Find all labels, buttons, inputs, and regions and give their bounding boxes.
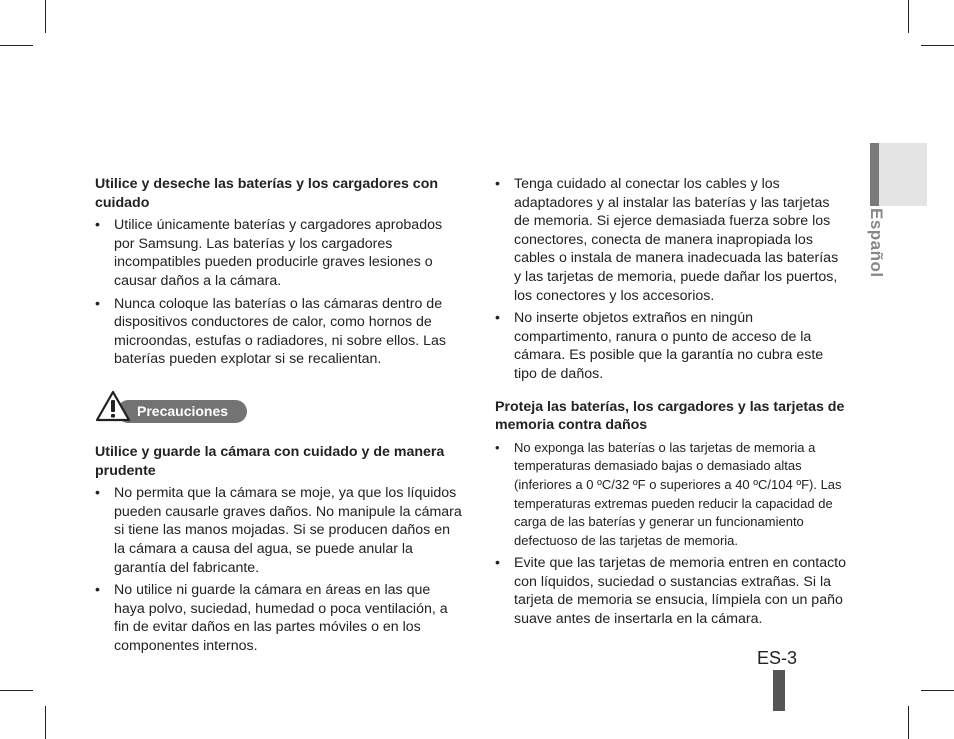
list-item: • Nunca coloque las baterías o las cámaras dentro de dispositivos conductores de calor, como hornos de microondas, estufas o radiadores, ni sobre ellos. Las baterías pueden explotar si se recalientan. [95,295,463,369]
bullet-list [95,216,463,369]
section-heading-camera-care: Utilice y guarde la cámara con cuidado y de manera prudente [95,443,445,479]
crop-mark [908,0,909,33]
bullet-list [95,484,463,655]
crop-mark [0,45,33,46]
list-item: • No inserte objetos extraños en ningún compartimento, ranura o punto de acceso de la cámara. Es posible que la garantía no cubra este tipo de daños. [495,309,848,383]
language-tab-bar [870,143,879,206]
list-item: • Evite que las tarjetas de memoria entren en contacto con líquidos, suciedad o sustancias extrañas. Si la tarjeta de memoria se ensucia, límpiela con un paño suave antes de insertarla en la cámara. [495,554,848,628]
precautions-banner [95,389,463,429]
section-heading-protect: Proteja las baterías, los cargadores y las tarjetas de memoria contra daños [495,398,845,434]
crop-mark [908,706,909,739]
precautions-label: Precauciones [137,402,229,419]
left-column [95,175,463,659]
warning-icon [95,389,131,423]
crop-mark [921,45,954,46]
list-item: • No utilice ni guarde la cámara en áreas en las que haya polvo, suciedad, humedad o poca ventilación, a fin de evitar daños en las partes móviles o en los componentes internos. [95,581,463,655]
crop-mark [45,0,46,33]
right-column [495,175,848,633]
page-number: ES-3 [757,648,798,668]
language-tab-label: Español [867,208,886,278]
list-item: • Utilice únicamente baterías y cargadores aprobados por Samsung. Las baterías y los cargadores incompatibles pueden producirle graves lesiones o causar daños a la cámara. [95,216,463,290]
bullet-list [495,175,848,384]
list-item: • No permita que la cámara se moje, ya que los líquidos pueden causarle graves daños. No manipule la cámara si tiene las manos mojadas. Si se producen daños en la cámara a causa del agua, se puede anular la garantía del fabricante. [95,484,463,577]
crop-mark [45,706,46,739]
page-number-bar [773,670,785,711]
crop-mark [921,690,954,691]
bullet-list [495,439,848,629]
list-item: • No exponga las baterías o las tarjetas de memoria a temperaturas demasiado bajas o demasiado altas (inferiores a 0 ºC/32 ºF o superiores a 40 ºC/104 ºF). Las temperaturas extremas pueden reducir la capacidad de carga de las baterías y generar un funcionamiento defectuoso de las tarjetas de memoria. [495,439,848,551]
section-heading-batteries: Utilice y deseche las baterías y los cargadores con cuidado [95,176,439,211]
crop-mark [0,690,33,691]
list-item: • Tenga cuidado al conectar los cables y los adaptadores y al instalar las baterías y las tarjetas de memoria. Si ejerce demasiada fuerza sobre los conectores, conecta de manera inapropiada los cables o instala de manera inadecuada las baterías y las tarjetas de memoria, puede dañar los puertos, los conectores y los accesorios. [495,175,848,305]
